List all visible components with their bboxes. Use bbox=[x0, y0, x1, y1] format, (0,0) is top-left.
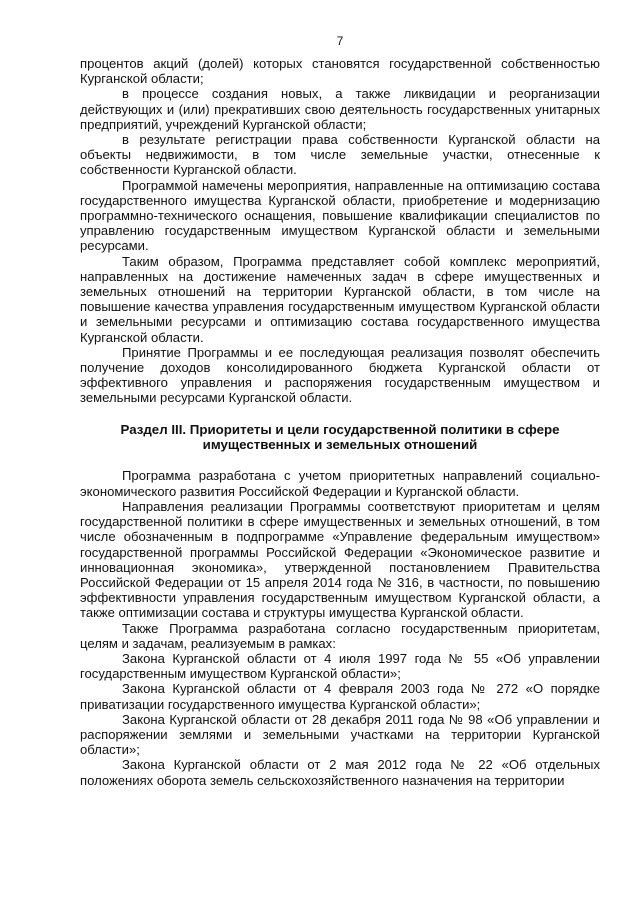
document-body bbox=[80, 56, 600, 788]
paragraph-continuation: процентов акций (долей) которых становятся государственной собственностью Курганской области; bbox=[80, 56, 600, 87]
law-reference: Закона Курганской области от 4 февраля 2003 года № 272 «О порядке приватизации государственного имущества Курганской области»; bbox=[80, 681, 600, 712]
law-reference: Закона Курганской области от 4 июля 1997 года № 55 «Об управлении государственным имуществом Курганской области»; bbox=[80, 650, 600, 682]
section-heading bbox=[80, 422, 600, 453]
paragraph: Таким образом, Программа представляет собой комплекс мероприятий, направленных на достижение намеченных задач в сфере имущественных и земельных отношений на территории Курганской области, в том числе на повышение качества управления государственным имуществом Курганской области и земельными ресурсами и оптимизацию состава государственного имущества Курганской области. bbox=[80, 253, 600, 345]
paragraph: Программой намечены мероприятия, направленные на оптимизацию состава государственного имущества Курганской области, приобретение и модернизацию программно-технического оснащения, повышение квалификации специалистов по управлению государственным имуществом Курганской области и земельными ресурсами. bbox=[80, 177, 600, 254]
paragraph: Также Программа разработана согласно государственным приоритетам, целям и задачам, реализуемым в рамках: bbox=[80, 620, 600, 651]
law-reference: Закона Курганской области от 28 декабря 2011 года № 98 «Об управлении и распоряжении землями и земельными участками на территории Курганской области»; bbox=[80, 711, 600, 758]
paragraph: Принятие Программы и ее последующая реализация позволят обеспечить получение доходов консолидированного бюджета Курганской области от эффективного управления и распоряжения государственным имуществом и земельными ресурсами Курганской области. bbox=[80, 344, 600, 406]
paragraph: в результате регистрации права собственности Курганской области на объекты недвижимости, в том числе земельные участки, отнесенные к собственности Курганской области. bbox=[80, 132, 600, 178]
law-reference: Закона Курганской области от 2 мая 2012 года № 22 «Об отдельных положениях оборота земель сельскохозяйственного назначения на территории bbox=[80, 757, 600, 788]
paragraph: Программа разработана с учетом приоритетных направлений социально-экономического развития Российской Федерации и Курганской области. bbox=[80, 468, 600, 499]
paragraph: в процессе создания новых, а также ликвидации и реорганизации действующих и (или) прекративших свою деятельность государственных унитарных предприятий, учреждений Курганской области; bbox=[80, 86, 600, 132]
paragraph: Направления реализации Программы соответствуют приоритетам и целям государственной политики в сфере имущественных и земельных отношений, в том числе обозначенным в подпрограмме «Управление федеральным имуществом» государственной программы Российской Федерации «Экономическое развитие и инновационная экономика», утвержденной постановлением Правительства Российской Федерации от 15 апреля 2014 года № 316, в частности, по повышению эффективности управления государственным имуществом Курганской области, а также оптимизации состава и структуры имущества Курганской области. bbox=[80, 498, 600, 621]
section-heading-line: Раздел III. Приоритеты и цели государственной политики в сфере bbox=[120, 421, 560, 437]
section-heading-line: имущественных и земельных отношений bbox=[202, 437, 478, 453]
page-number: 7 bbox=[336, 34, 344, 48]
